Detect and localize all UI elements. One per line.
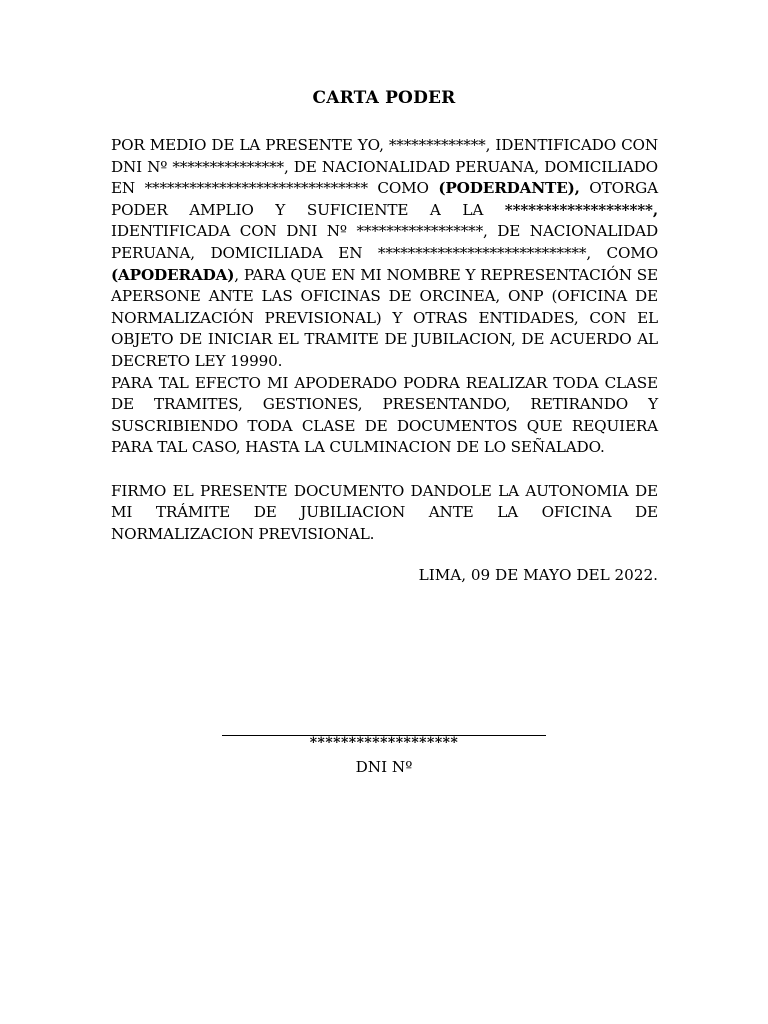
- paragraph-signature-statement: FIRMO EL PRESENTE DOCUMENTO DANDOLE LA AUTONOMIA DE MI TRÁMITE DE JUBILIACION ANTE LA OFICINA DE NORMALIZACION PREVISIONAL.: [111, 481, 658, 543]
- paragraph-text: OTORGA PODER AMPLIO Y SUFICIENTE A LA: [111, 179, 658, 219]
- signature-dni-label: DNI Nº: [355, 758, 413, 776]
- paragraph-text: IDENTIFICADA CON DNI Nº *****************, DE NACIONALIDAD PERUANA, DOMICILIADA EN ****************************, COMO: [111, 222, 658, 262]
- paragraph-text: POR MEDIO DE LA PRESENTE YO, *************, IDENTIFICADO CON DNI Nº ***************, DE NACIONALIDAD PERUANA, DOMICILIADO EN ****************************** COMO: [111, 136, 658, 198]
- document-body: [111, 135, 658, 545]
- apoderada-name-placeholder: *******************,: [504, 200, 658, 219]
- signature-name: *******************: [309, 735, 459, 751]
- paragraph-text: , PARA QUE EN MI NOMBRE Y REPRESENTACIÓN SE APERSONE ANTE LAS OFICINAS DE ORCINEA, ONP (OFICINA DE NORMALIZACIÓN PREVISIONAL) Y OTRAS ENTIDADES, CON EL OBJETO DE INICIAR EL TRAMITE DE JUBILACION, DE ACUERDO AL DECRETO LEY 19990.: [111, 265, 658, 370]
- paragraph-powers: PARA TAL EFECTO MI APODERADO PODRA REALIZAR TODA CLASE DE TRAMITES, GESTIONES, PRESENTANDO, RETIRANDO Y SUSCRIBIENDO TODA CLASE DE DOCUMENTOS QUE REQUIERA PARA TAL CASO, HASTA LA CULMINACION DE LO SEÑALADO.: [111, 373, 658, 457]
- document-date: LIMA, 09 DE MAYO DEL 2022.: [418, 566, 658, 584]
- document-title: CARTA PODER: [312, 88, 456, 108]
- paragraph-power-grant: [111, 135, 658, 373]
- poderdante-label: (PODERDANTE),: [438, 179, 580, 198]
- apoderada-label: (APODERADA): [111, 265, 235, 284]
- paragraph-spacer: [111, 459, 658, 481]
